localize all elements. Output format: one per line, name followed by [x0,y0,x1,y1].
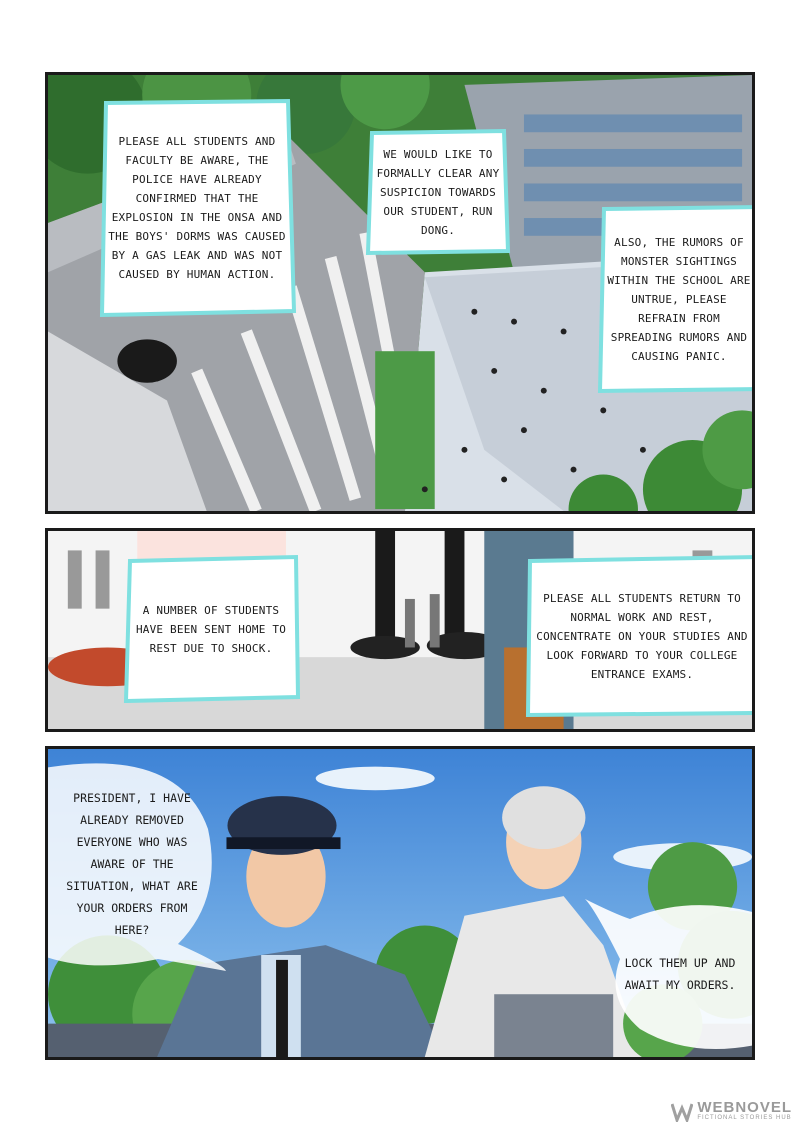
caption-sent-home: A NUMBER OF STUDENTS HAVE BEEN SENT HOME TO REST DUE TO SHOCK. [120,553,302,705]
panel-hallway-feet [45,528,755,732]
caption-police-confirmation: PLEASE ALL STUDENTS AND FACULTY BE AWARE, THE POLICE HAVE ALREADY CONFIRMED THAT THE EXPLOSION IN THE ONSA AND THE BOYS' DORMS WAS CAUSED BY A GAS LEAK AND WAS NOT CAUSED BY HUMAN ACTION. [96,97,298,319]
speech-bubble-president: LOCK THEM UP AND AWAIT MY ORDERS. [600,899,755,1049]
caption-clear-suspicion: WE WOULD LIKE TO FORMALLY CLEAR ANY SUSPICION TOWARDS OUR STUDENT, RUN DONG. [364,127,512,257]
caption-return-to-work: PLEASE ALL STUDENTS RETURN TO NORMAL WORK AND REST, CONCENTRATE ON YOUR STUDIES AND LOOK FORWARD TO YOUR COLLEGE ENTRANCE EXAMS. [522,553,755,719]
speech-bubble-officer: PRESIDENT, I HAVE ALREADY REMOVED EVERYONE WHO WAS AWARE OF THE SITUATION, WHAT ARE YOUR ORDERS FROM HERE? [48,759,216,969]
webnovel-watermark [671,1101,792,1122]
panel-president-conversation [45,746,755,1060]
watermark-tagline: FICTIONAL STORIES HUB [697,1115,792,1121]
panel-school-aerial [45,72,755,514]
watermark-brand: WEBNOVEL [697,1099,792,1116]
caption-monster-rumors: ALSO, THE RUMORS OF MONSTER SIGHTINGS WITHIN THE SCHOOL ARE UNTRUE, PLEASE REFRAIN FROM SPREADING RUMORS AND CAUSING PANIC. [594,203,755,395]
webnovel-logo-icon [671,1102,693,1122]
